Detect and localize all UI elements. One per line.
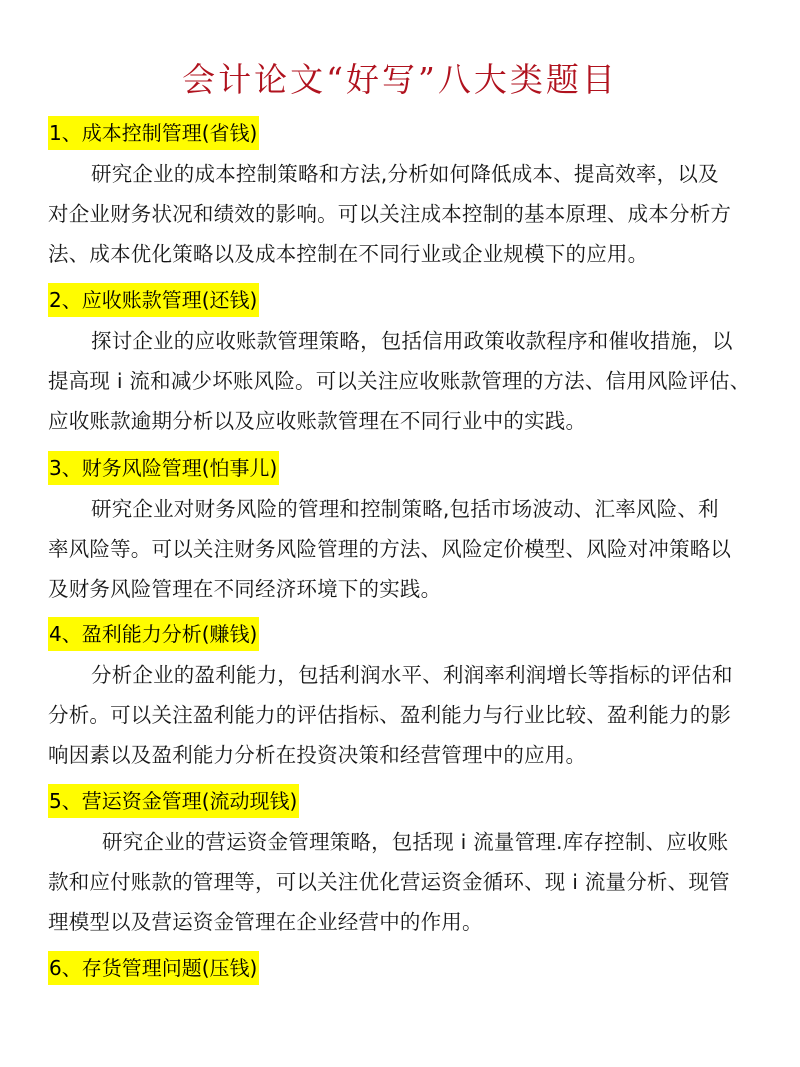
section-body bbox=[48, 489, 760, 609]
body-line: 法、成本优化策略以及成本控制在不同行业或企业规模下的应用。 bbox=[48, 242, 649, 266]
body-line: 分析企业的盈利能力，包括利润水平、利润率利润增长等指标的评估和 bbox=[91, 663, 733, 687]
body-line: 对企业财务状况和绩效的影响。可以关注成本控制的基本原理、成本分析方 bbox=[48, 202, 732, 226]
body-line: 探讨企业的应收账款管理策略，包括信用政策收款程序和催收措施，以 bbox=[91, 329, 733, 353]
section-financial-risk bbox=[48, 451, 760, 609]
section-body bbox=[48, 655, 760, 775]
body-line: 款和应付账款的管理等，可以关注优化营运资金循环、现 i 流量分析、现管 bbox=[48, 870, 730, 894]
section-receivables bbox=[48, 283, 760, 441]
section-heading: 4、盈利能力分析(赚钱) bbox=[48, 617, 259, 651]
section-working-capital bbox=[48, 784, 760, 942]
page-title: 会计论文“好写”八大类题目 bbox=[182, 60, 618, 99]
body-line: 率风险等。可以关注财务风险管理的方法、风险定价模型、风险对冲策略以 bbox=[48, 537, 732, 561]
section-heading: 5、营运资金管理(流动现钱) bbox=[48, 784, 299, 818]
section-heading: 6、存货管理问题(压钱) bbox=[48, 951, 259, 985]
body-line: 研究企业的营运资金管理策略，包括现 i 流量管理.库存控制、应收账 bbox=[102, 830, 729, 854]
body-line: 响因素以及盈利能力分析在投资决策和经营管理中的应用。 bbox=[48, 743, 587, 767]
body-line: 分析。可以关注盈利能力的评估指标、盈利能力与行业比较、盈利能力的影 bbox=[48, 703, 732, 727]
body-line: 研究企业的成本控制策略和方法,分析如何降低成本、提高效率，以及 bbox=[91, 162, 719, 186]
section-cost-control bbox=[48, 116, 760, 274]
body-line: 提高现 i 流和减少坏账风险。可以关注应收账款管理的方法、信用风险评估、 bbox=[48, 369, 751, 393]
section-heading: 1、成本控制管理(省钱) bbox=[48, 116, 259, 150]
section-heading: 2、应收账款管理(还钱) bbox=[48, 283, 259, 317]
body-line: 及财务风险管理在不同经济环境下的实践。 bbox=[48, 577, 442, 601]
body-line: 研究企业对财务风险的管理和控制策略,包括市场波动、汇率风险、利 bbox=[91, 497, 719, 521]
section-body bbox=[48, 321, 760, 441]
body-line: 理模型以及营运资金管理在企业经营中的作用。 bbox=[48, 910, 483, 934]
section-body bbox=[48, 822, 760, 942]
section-heading: 3、财务风险管理(怕事儿) bbox=[48, 451, 279, 485]
section-inventory bbox=[48, 951, 760, 985]
section-profitability bbox=[48, 617, 760, 775]
section-body bbox=[48, 154, 760, 274]
body-line: 应收账款逾期分析以及应收账款管理在不同行业中的实践。 bbox=[48, 409, 587, 433]
